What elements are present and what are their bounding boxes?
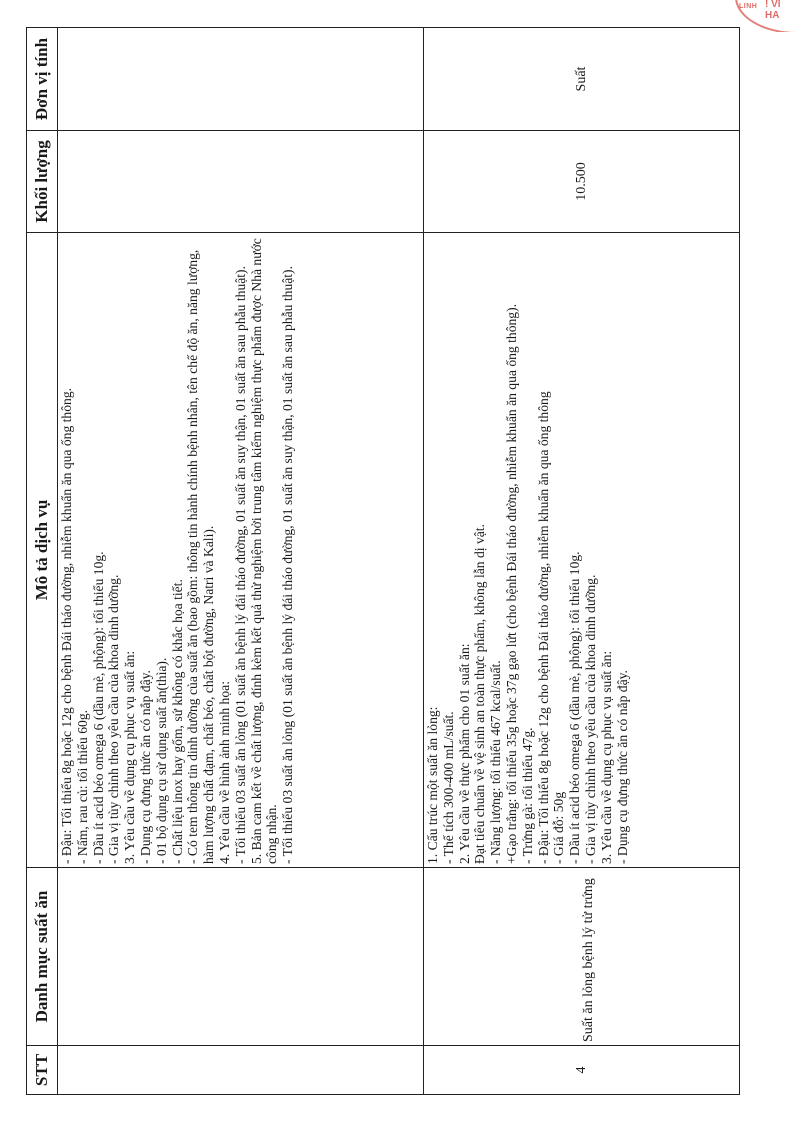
desc-line: +Gạo trắng: tối thiểu 35g hoặc 37g gạo lứt (cho bệnh Đái tháo đường, nhiễm khuẩn ăn qua ống thông). [504, 303, 520, 864]
seal-text-2: ! VI [765, 0, 781, 10]
desc-line: - Thể tích 300-400 mL/suất. [440, 711, 456, 864]
table-row [58, 28, 424, 1095]
desc-line: 2. Yêu cầu về thực phẩm cho 01 suất ăn: [456, 643, 472, 864]
quantity-cell: 10.500 [424, 131, 740, 233]
table-row [424, 28, 740, 1095]
desc-line: - Dụng cụ đựng thức ăn có nắp đậy. [614, 670, 630, 864]
desc-line: - Năng lượng: tối thiểu 467 kcal/suất. [488, 660, 504, 864]
desc-line: - Đậu: Tối thiểu 8g hoặc 12g cho bệnh Đái tháo đường, nhiễm khuẩn ăn qua ống thông [535, 391, 551, 864]
desc-line: 4. Yêu cầu về hình ảnh minh họa: [216, 681, 232, 864]
seal-text-3: HA [765, 10, 780, 21]
desc-line: 1. Cấu trúc một suất ăn lỏng: [425, 706, 441, 864]
red-seal-stamp [735, 0, 800, 32]
desc-line: 5. Bản cam kết về chất lượng, đính kèm kết quả thử nghiệm bởi trung tâm kiểm nghiệm thực phẩm được Nhà nước công nhận. [248, 238, 280, 864]
desc-line: - Dụng cụ đựng thức ăn có nắp đậy. [137, 670, 153, 864]
desc-line: - Giá đỗ: 50g [551, 791, 567, 864]
description-cell [58, 233, 424, 868]
rotated-page [26, 28, 740, 1095]
desc-line: - Gia vị tùy chỉnh theo yêu cầu của khoa dinh dưỡng. [583, 574, 599, 864]
desc-line: 3. Yêu cầu về dụng cụ phục vụ suất ăn: [122, 650, 138, 864]
quantity-cell [58, 131, 424, 233]
category-cell [58, 868, 424, 1046]
unit-cell [58, 28, 424, 131]
desc-line: - Có tem thông tin dinh dưỡng của suất ăn (bao gồm: thông tin hành chính bệnh nhân, tên chế độ ăn, năng lượng, hàm lượng chất đạm, chất béo, chất bột đường, Natri và Kali). [185, 249, 217, 864]
header-category: Danh mục suất ăn [27, 868, 58, 1046]
header-unit: Đơn vị tính [27, 28, 58, 131]
category-label: Suất ăn lỏng bệnh lý tử trứng [580, 878, 596, 1042]
unit-cell: Suất [424, 28, 740, 131]
header-description: Mô tả dịch vụ [27, 233, 58, 868]
stt-cell [58, 1046, 424, 1095]
description-cell [424, 233, 740, 868]
desc-line: - Chất liệu inox hay gốm, sứ không có khắc họa tiết. [169, 579, 185, 864]
desc-line: - Dầu ít acid béo omega 6 (dầu mè, phộng): tối thiểu 10g. [567, 551, 583, 864]
service-table [26, 27, 740, 1095]
desc-line: - Nấm, rau củ: tối thiểu 60g. [74, 709, 90, 864]
desc-line: - Đậu: Tối thiểu 8g hoặc 12g cho bệnh Đái tháo đường, nhiễm khuẩn ăn qua ống thông. [59, 387, 74, 864]
desc-line: - Dầu ít acid béo omega 6 (dầu mè, phộng): tối thiểu 10g. [90, 551, 106, 864]
desc-line: - Gia vị tùy chỉnh theo yêu cầu của khoa dinh dưỡng. [106, 574, 122, 864]
desc-line: - Tối thiểu 03 suất ăn lỏng (01 suất ăn bệnh lý đái tháo đường, 01 suất ăn suy thận, 01 suất ăn sau phẫu thuật). [232, 266, 248, 864]
header-quantity: Khối lượng [27, 131, 58, 233]
desc-line: - Tối thiểu 03 suất ăn lỏng (01 suất ăn bệnh lý đái tháo đường, 01 suất ăn suy thận, 01 suất ăn sau phẫu thuật). [280, 266, 296, 864]
desc-line: 3. Yêu cầu về dụng cụ phục vụ suất ăn: [598, 650, 614, 864]
header-stt: STT [27, 1046, 58, 1095]
stt-cell: 4 [424, 1046, 740, 1095]
desc-line: Đạt tiêu chuẩn về vệ sinh an toàn thực phẩm, không lẫn dị vật. [472, 524, 488, 864]
seal-text-1: LINH [739, 3, 758, 10]
desc-line: - Trứng gà: tối thiểu 47g. [519, 727, 535, 864]
header-row [27, 28, 58, 1095]
desc-line: - 01 bộ dụng cụ sử dụng suất ăn(thìa). [153, 657, 169, 864]
category-cell [424, 868, 740, 1046]
